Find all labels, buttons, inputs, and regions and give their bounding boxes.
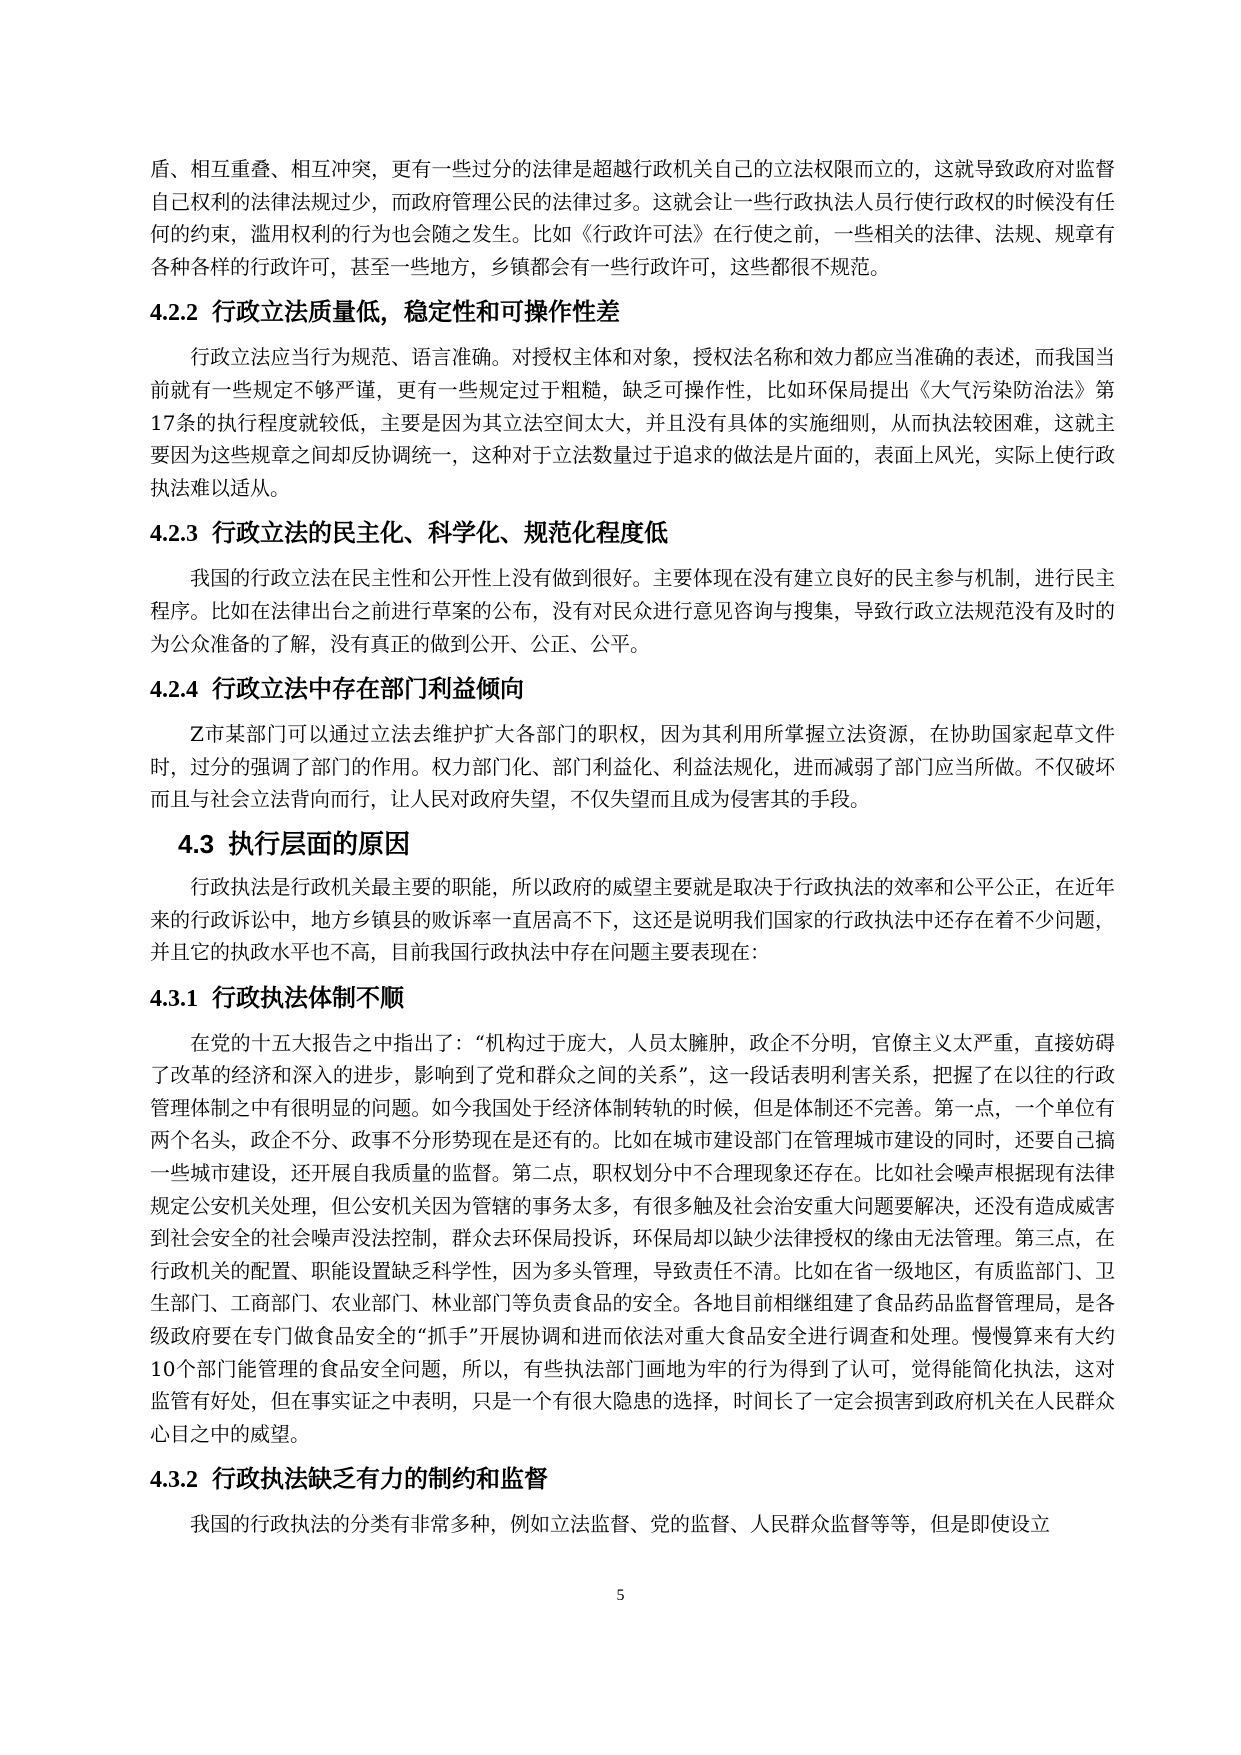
heading-number: 4.2.4 [150,677,198,704]
heading-number: 4.3 [178,828,215,859]
heading-title: 行政执法缺乏有力的制约和监督 [212,1465,548,1494]
heading-4-3-2 [150,1462,1115,1497]
paragraph-4-3: 行政执法是行政机关最主要的职能，所以政府的威望主要就是取决于行政执法的效率和公平公正，在近年来的行政诉讼中，地方乡镇县的败诉率一直居高不下，这还是说明我们国家的行政执法中还存在着不少问题，并且它的执政水平也不高，目前我国行政执法中存在问题主要表现在： [150,874,1115,965]
heading-title: 行政立法的民主化、科学化、规范化程度低 [212,519,668,548]
heading-number: 4.2.2 [150,300,198,327]
heading-number: 4.3.1 [150,985,198,1012]
heading-4-2-2 [150,295,1115,330]
heading-4-3 [178,826,1115,863]
page-content [150,153,1115,1541]
heading-title: 行政立法质量低，稳定性和可操作性差 [212,298,620,327]
heading-4-2-4 [150,672,1115,707]
page-number: 5 [616,1587,625,1604]
paragraph-4-2-3: 我国的行政立法在民主性和公开性上没有做到很好。主要体现在没有建立良好的民主参与机制，进行民主程序。比如在法律出台之前进行草案的公布，没有对民众进行意见咨询与搜集，导致行政立法规范没有及时的为公众准备的了解，没有真正的做到公开、公正、公平。 [150,566,1115,656]
paragraph-4-3-2: 我国的行政执法的分类有非常多种，例如立法监督、党的监督、人民群众监督等等，但是即使设立 [190,1512,1050,1537]
paragraph-4-2-4: Z市某部门可以通过立法去维护扩大各部门的职权，因为其利用所掌握立法资源，在协助国家起草文件时，过分的强调了部门的作用。权力部门化、部门利益化、利益法规化，进而减弱了部门应当所做。不仅破坏而且与社会立法背向而行，让人民对政府失望，不仅失望而且成为侵害其的手段。 [150,722,1115,812]
paragraph-continuation: 盾、相互重叠、相互冲突，更有一些过分的法律是超越行政机关自己的立法权限而立的，这就导致政府对监督自己权利的法律法规过少，而政府管理公民的法律过多。这就会让一些行政执法人员行使行政权的时候没有任何的约束，滥用权利的行为也会随之发生。比如《行政许可法》在行使之前，一些相关的法律、法规、规章有各种各样的行政许可，甚至一些地方，乡镇都会有一些行政许可，这些都很不规范。 [150,157,1115,279]
paragraph-4-2-2: 行政立法应当行为规范、语言准确。对授权主体和对象，授权法名称和效力都应当准确的表述，而我国当前就有一些规定不够严谨，更有一些规定过于粗糙，缺乏可操作性，比如环保局提出《大气污染防治法》第17条的执行程度就较低，主要是因为其立法空间太大，并且没有具体的实施细则，从而执法较困难，这就主要因为这些规章之间却反协调统一，这种对于立法数量过于追求的做法是片面的，表面上风光，实际上使行政执法难以适从。 [150,345,1115,500]
heading-number: 4.2.3 [150,521,198,548]
heading-title: 行政执法体制不顺 [212,983,404,1012]
heading-4-3-1 [150,981,1115,1016]
heading-title: 执行层面的原因 [228,829,411,860]
heading-number: 4.3.2 [150,1467,198,1494]
heading-title: 行政立法中存在部门利益倾向 [212,675,524,704]
paragraph-4-3-1: 在党的十五大报告之中指出了：“机构过于庞大，人员太臃肿，政企不分明，官僚主义太严重，直接妨碍了改革的经济和深入的进步，影响到了党和群众之间的关系”，这一段话表明利害关系，把握了在以往的行政管理体制之中有很明显的问题。如今我国处于经济体制转轨的时候，但是体制还不完善。第一点，一个单位有两个名头，政企不分、政事不分形势现在是还有的。比如在城市建设部门在管理城市建设的同时，还要自己搞一些城市建设，还开展自我质量的监督。第二点，职权划分中不合理现象还存在。比如社会噪声根据现有法律规定公安机关处理，但公安机关因为管辖的事务太多，有很多触及社会治安重大问题要解决，还没有造成威害到社会安全的社会噪声没法控制，群众去环保局投诉，环保局却以缺少法律授权的缘由无法管理。第三点，在行政机关的配置、职能设置缺乏科学性，因为多头管理，导致责任不清。比如在省一级地区，有质监部门、卫生部门、工商部门、农业部门、林业部门等负责食品的安全。各地目前相继组建了食品药品监督管理局，是各级政府要在专门做食品安全的“抓手”开展协调和进而依法对重大食品安全进行调查和处理。慢慢算来有大约10个部门能管理的食品安全问题，所以，有些执法部门画地为牢的行为得到了认可，觉得能简化执法，这对监管有好处，但在事实证之中表明，只是一个有很大隐患的选择，时间长了一定会损害到政府机关在人民群众心目之中的威望。 [150,1030,1115,1446]
heading-4-2-3 [150,516,1115,551]
